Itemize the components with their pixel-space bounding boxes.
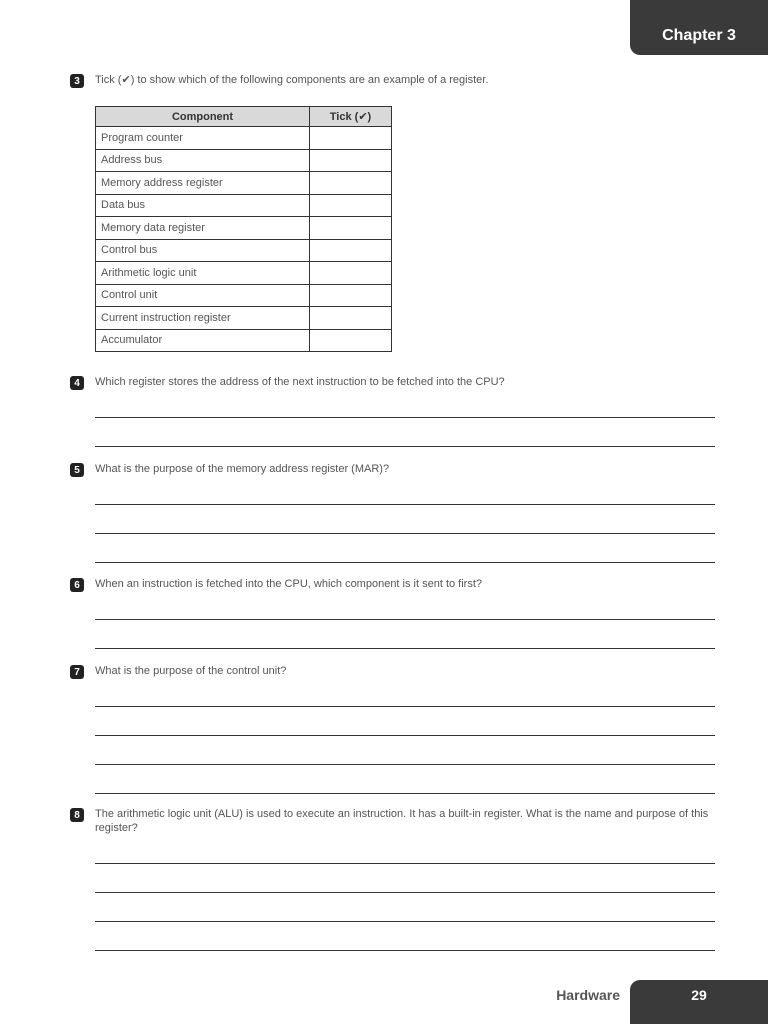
tick-cell[interactable]	[310, 262, 392, 285]
question-text: When an instruction is fetched into the CPU, which component is it sent to first?	[95, 578, 483, 590]
question-text: What is the purpose of the control unit?	[95, 665, 287, 677]
table-row	[96, 284, 392, 307]
component-cell: Current instruction register	[96, 307, 310, 330]
tick-cell[interactable]	[310, 239, 392, 262]
answer-line[interactable]	[95, 505, 715, 534]
component-cell: Control unit	[96, 284, 310, 307]
page-number: 29	[630, 980, 768, 1024]
component-cell: Accumulator	[96, 329, 310, 352]
tick-cell[interactable]	[310, 127, 392, 150]
component-cell: Memory address register	[96, 172, 310, 195]
question-number: 5	[70, 463, 84, 477]
chapter-tab: Chapter 3	[630, 0, 768, 55]
column-header-component: Component	[96, 107, 310, 127]
component-cell: Control bus	[96, 239, 310, 262]
component-cell: Memory data register	[96, 217, 310, 240]
component-cell: Arithmetic logic unit	[96, 262, 310, 285]
table-row	[96, 307, 392, 330]
question-3	[70, 73, 715, 87]
answer-line[interactable]	[95, 864, 715, 893]
answer-lines[interactable]	[95, 835, 715, 951]
question-7	[70, 664, 715, 794]
question-text: Which register stores the address of the next instruction to be fetched into the CPU?	[95, 376, 505, 388]
answer-line[interactable]	[95, 707, 715, 736]
table-row	[96, 329, 392, 352]
tick-cell[interactable]	[310, 217, 392, 240]
tick-cell[interactable]	[310, 149, 392, 172]
answer-lines[interactable]	[95, 678, 715, 794]
question-number: 3	[70, 74, 84, 88]
table-header-row	[96, 107, 392, 127]
register-table	[95, 106, 392, 352]
tick-cell[interactable]	[310, 329, 392, 352]
question-text: The arithmetic logic unit (ALU) is used to execute an instruction. It has a built-in register. What is the name and purpose of this register?	[95, 808, 709, 834]
question-8	[70, 807, 715, 951]
answer-line[interactable]	[95, 476, 715, 505]
component-cell: Program counter	[96, 127, 310, 150]
question-number: 4	[70, 376, 84, 390]
answer-line[interactable]	[95, 418, 715, 447]
question-text: What is the purpose of the memory address register (MAR)?	[95, 463, 390, 475]
question-6	[70, 577, 715, 649]
tick-cell[interactable]	[310, 172, 392, 195]
table-row	[96, 127, 392, 150]
answer-line[interactable]	[95, 893, 715, 922]
answer-line[interactable]	[95, 591, 715, 620]
table-row	[96, 239, 392, 262]
answer-line[interactable]	[95, 534, 715, 563]
answer-line[interactable]	[95, 678, 715, 707]
answer-lines[interactable]	[95, 389, 715, 447]
tick-cell[interactable]	[310, 307, 392, 330]
answer-line[interactable]	[95, 835, 715, 864]
question-number: 7	[70, 665, 84, 679]
column-header-tick: Tick (✔)	[310, 107, 392, 127]
question-number: 8	[70, 808, 84, 822]
component-cell: Address bus	[96, 149, 310, 172]
table-row	[96, 149, 392, 172]
answer-line[interactable]	[95, 736, 715, 765]
answer-lines[interactable]	[95, 476, 715, 563]
component-cell: Data bus	[96, 194, 310, 217]
answer-line[interactable]	[95, 389, 715, 418]
table-row	[96, 262, 392, 285]
answer-line[interactable]	[95, 922, 715, 951]
table-row	[96, 194, 392, 217]
question-4	[70, 375, 715, 447]
question-text: Tick (✔) to show which of the following components are an example of a register.	[95, 74, 489, 86]
table-row	[96, 217, 392, 240]
table-row	[96, 172, 392, 195]
question-5	[70, 462, 715, 563]
section-label: Hardware	[556, 987, 620, 1003]
answer-line[interactable]	[95, 765, 715, 794]
tick-cell[interactable]	[310, 194, 392, 217]
answer-line[interactable]	[95, 620, 715, 649]
answer-lines[interactable]	[95, 591, 715, 649]
tick-cell[interactable]	[310, 284, 392, 307]
question-number: 6	[70, 578, 84, 592]
